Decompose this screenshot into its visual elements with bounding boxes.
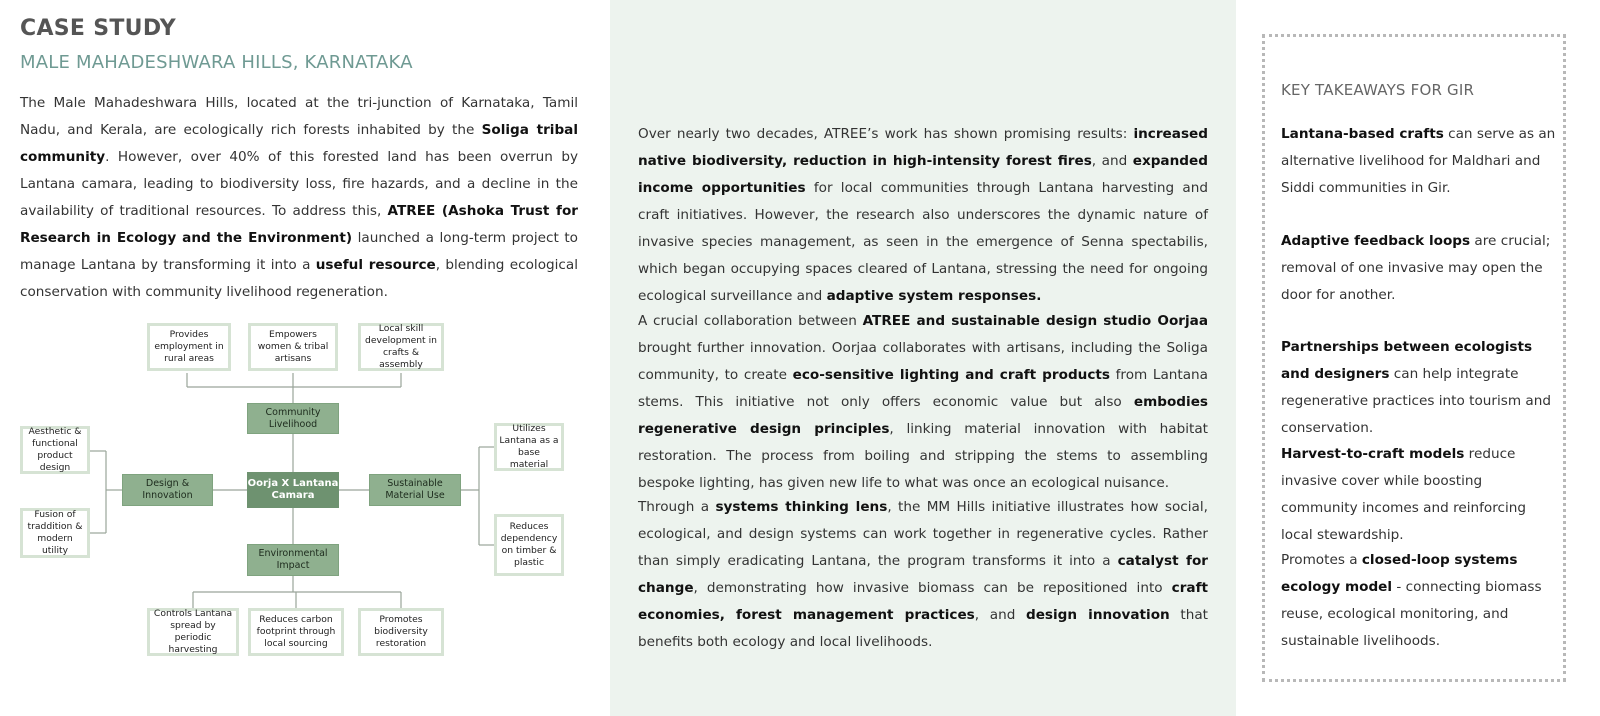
leaf-reduces-carbon: Reduces carbon footprint through local sourcing <box>248 608 344 656</box>
intro-bold: Soliga tribal community <box>20 122 579 165</box>
takeaway-item-5 <box>1281 547 1559 655</box>
findings-paragraph-2 <box>638 308 1208 497</box>
node-sustainable-material: Sustainable Material Use <box>369 474 461 506</box>
intro-bold: ATREE (Ashoka Trust for Research in Ecology and the Environment) <box>20 203 578 246</box>
intro-text: launched a long-term project to manage Lantana by transforming it into a <box>20 230 578 273</box>
takeaways-title: KEY TAKEAWAYS FOR GIR <box>1281 81 1475 99</box>
takeaway-text: reduce invasive cover while boosting community incomes and reinforcing local stewardship. <box>1281 446 1526 543</box>
para-bold: design innovation <box>1025 607 1170 623</box>
page-title: CASE STUDY <box>20 16 177 41</box>
para-text: , demonstrating how invasive biomass can be repositioned into <box>693 580 1172 596</box>
leaf-reduces-dependency: Reduces dependency on timber & plastic <box>494 514 564 576</box>
leaf-aesthetic-design: Aesthetic & functional product design <box>20 426 90 474</box>
leaf-promotes-biodiversity: Promotes biodiversity restoration <box>358 608 444 656</box>
findings-paragraph-1 <box>638 121 1208 310</box>
para-text: Over nearly two decades, ATREE’s work has shown promising results: <box>638 126 1134 142</box>
takeaway-item-1 <box>1281 121 1559 202</box>
node-community-livelihood: Community Livelihood <box>247 403 339 434</box>
para-bold: catalyst for change <box>638 553 1209 596</box>
para-text: brought further innovation. Oorjaa collaborates with artisans, including the Soliga community, to create <box>638 340 1208 383</box>
para-bold: embodies regenerative design principles <box>638 394 1208 437</box>
intro-bold: useful resource <box>315 257 436 273</box>
takeaway-item-4 <box>1281 441 1559 549</box>
takeaway-bold: Lantana-based crafts <box>1281 126 1444 142</box>
para-bold: increased native biodiversity, reduction in high-intensity forest fires <box>638 126 1208 169</box>
takeaway-bold: Partnerships between ecologists and designers <box>1281 339 1533 382</box>
para-text: that benefits both ecology and local livelihoods. <box>638 607 1208 650</box>
leaf-fusion-tradition: Fusion of traddition & modern utility <box>20 508 90 558</box>
para-bold: ATREE and sustainable design studio Oorjaa <box>862 313 1208 329</box>
findings-panel <box>610 0 1236 716</box>
intro-text: The Male Mahadeshwara Hills, located at the tri-junction of Karnataka, Tamil Nadu, and Kerala, are ecologically rich forests inhabited by the <box>20 95 578 138</box>
para-bold: eco-sensitive lighting and craft products <box>792 367 1111 383</box>
takeaway-text: - connecting biomass reuse, ecological monitoring, and sustainable livelihoods. <box>1281 579 1542 649</box>
leaf-employment: Provides employment in rural areas <box>147 323 231 371</box>
page-subtitle: MALE MAHADESHWARA HILLS, KARNATAKA <box>20 52 413 73</box>
para-bold: expanded income opportunities <box>638 153 1208 196</box>
para-text: for local communities through Lantana harvesting and craft initiatives. However, the research also underscores the dynamic nature of invasive species management, as seen in the emergence of Senna spectabilis, which began occupying spaces cleared of Lantana, stressing the need for ongoing ecological surveillance and <box>638 180 1208 304</box>
para-bold: adaptive system responses. <box>826 288 1042 304</box>
node-core-oorja-lantana: Oorja X Lantana Camara <box>247 472 339 508</box>
para-text: , and <box>974 607 1026 623</box>
node-environmental-impact: Environmental Impact <box>247 544 339 576</box>
node-design-innovation: Design & Innovation <box>122 474 213 506</box>
para-bold: craft economies, forest management practices <box>638 580 1208 623</box>
takeaway-item-2 <box>1281 228 1559 309</box>
para-text: , and <box>1091 153 1133 169</box>
para-text: , linking material innovation with habitat restoration. The process from boiling and stripping the stems to assembling bespoke lighting, has given new life to what was once an ecological nuisance. <box>638 421 1208 491</box>
case-study-column <box>0 0 600 716</box>
leaf-utilizes-lantana: Utilizes Lantana as a base material <box>494 423 564 471</box>
findings-paragraph-3 <box>638 494 1208 656</box>
takeaway-bold: Adaptive feedback loops <box>1281 233 1471 249</box>
takeaway-item-3 <box>1281 334 1559 442</box>
takeaway-bold: closed-loop systems ecology model <box>1281 552 1518 595</box>
para-text: from Lantana stems. This initiative not only offers economic value but also <box>638 367 1209 410</box>
intro-text: . However, over 40% of this forested land has been overrun by Lantana camara, leading to biodiversity loss, fire hazards, and a decline in the availability of traditional resources. To address this, <box>20 149 578 219</box>
takeaway-text: Promotes a <box>1281 552 1362 568</box>
para-bold: systems thinking lens <box>715 499 888 515</box>
takeaway-text: are crucial; removal of one invasive may open the door for another. <box>1281 233 1551 303</box>
key-takeaways-box <box>1262 34 1566 682</box>
leaf-local-skill: Local skill development in crafts & assembly <box>358 323 444 371</box>
takeaway-bold: Harvest-to-craft models <box>1281 446 1465 462</box>
leaf-controls-lantana: Controls Lantana spread by periodic harvesting <box>147 608 239 656</box>
takeaway-text: can serve as an alternative livelihood for Maldhari and Siddi communities in Gir. <box>1281 126 1556 196</box>
para-text: , the MM Hills initiative illustrates how social, ecological, and design systems can work together in regenerative cycles. Rather than simply eradicating Lantana, the program transforms it into a <box>638 499 1208 569</box>
para-text: Through a <box>638 499 716 515</box>
para-text: A crucial collaboration between <box>638 313 863 329</box>
takeaway-text: can help integrate regenerative practices into tourism and conservation. <box>1281 366 1551 436</box>
leaf-empowers-women: Empowers women & tribal artisans <box>248 323 338 371</box>
intro-paragraph <box>20 90 578 306</box>
systems-diagram <box>0 300 600 680</box>
intro-text: , blending ecological conservation with community livelihood regeneration. <box>20 257 578 300</box>
